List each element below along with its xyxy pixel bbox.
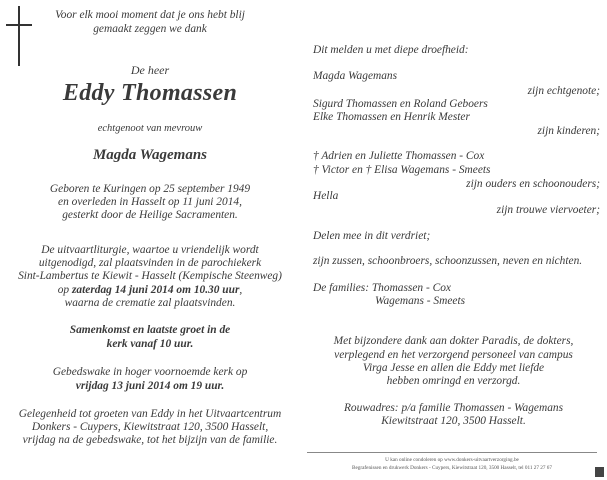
deceased-name: Eddy Thomassen — [62, 80, 238, 106]
intro-line: Dit melden u met diepe droefheid: — [313, 44, 469, 56]
funeral-line: waarna de crematie zal plaatsvinden. — [64, 297, 236, 309]
corner-mark-icon — [595, 467, 604, 477]
thanks-line: verplegend en het verzorgend personeel van campus — [334, 349, 573, 361]
wife-name: Magda Wagemans — [313, 70, 398, 82]
thanks-line: hebben omringd en verzorgd. — [386, 375, 521, 387]
address-line: Rouwadres: p/a familie Thomassen - Wagemans — [343, 402, 564, 414]
footer-line: U kan online condoleren op www.donkers-uitvaartverzorging.be — [385, 457, 519, 463]
bio-line: en overleden in Hasselt op 11 juni 2014, — [58, 196, 242, 208]
wife-role: zijn echtgenote; — [527, 85, 600, 97]
visit-line: vrijdag na de gebedswake, tot het bijzijn van de familie. — [22, 434, 278, 446]
funeral-date: zaterdag 14 juni 2014 om 10.30 uur — [71, 284, 240, 296]
quote-line: Voor elk mooi moment dat je ons hebt blij — [55, 9, 245, 21]
parent-line: † Victor en † Elisa Wagemans - Smeets — [313, 164, 491, 176]
children-role: zijn kinderen; — [537, 125, 600, 137]
funeral-line: uitgenodigd, zal plaatsvinden in de parochiekerk — [38, 257, 262, 269]
child-line: Sigurd Thomassen en Roland Geboers — [313, 98, 488, 110]
bio-line: Geboren te Kuringen op 25 september 1949 — [49, 183, 251, 195]
thanks-line: Virga Jesse en allen die Eddy met liefde — [362, 362, 545, 374]
funeral-date-line — [0, 284, 300, 297]
thanks-line: Met bijzondere dank aan dokter Paradis, de dokters, — [333, 335, 574, 347]
vigil-date: vrijdag 13 juni 2014 om 19 uur. — [75, 380, 225, 392]
child-line: Elke Thomassen en Henrik Mester — [313, 111, 470, 123]
dog-name: Hella — [313, 190, 339, 202]
parents-role: zijn ouders en schoonouders; — [466, 178, 600, 190]
spouse-name: Magda Wagemans — [92, 147, 208, 163]
families-line: De families: Thomassen - Cox — [313, 282, 451, 294]
spouse-intro: echtgenoot van mevrouw — [97, 123, 203, 134]
right-column — [300, 0, 607, 480]
dog-role: zijn trouwe viervoeter; — [496, 204, 600, 216]
left-column — [0, 0, 300, 480]
bio-line: gesterkt door de Heilige Sacramenten. — [62, 209, 238, 221]
funeral-date-suffix: , — [239, 284, 243, 296]
funeral-line: De uitvaartliturgie, waartoe u vriendelijk wordt — [41, 244, 259, 256]
footer-divider — [307, 452, 597, 453]
families-line: Wagemans - Smeets — [375, 295, 466, 307]
quote-line: gemaakt zeggen we dank — [93, 23, 207, 35]
address-line: Kiewitstraat 120, 3500 Hasselt. — [381, 415, 526, 427]
visit-line: Gelegenheid tot groeten van Eddy in het Uitvaartcentrum — [18, 408, 282, 420]
gathering-line: Samenkomst en laatste groet in de — [69, 324, 231, 336]
visit-line: Donkers - Cuypers, Kiewitstraat 120, 3500 Hasselt, — [31, 421, 269, 433]
salutation: De heer — [130, 63, 170, 77]
vigil-line: Gebedswake in hoger voornoemde kerk op — [52, 366, 248, 378]
parent-line: † Adrien en Juliette Thomassen - Cox — [313, 150, 485, 162]
funeral-line: Sint-Lambertus te Kiewit - Hasselt (Kempische Steenweg) — [18, 270, 282, 282]
share-line: Delen mee in dit verdriet; — [313, 230, 431, 242]
funeral-date-prefix: op — [57, 284, 72, 296]
gathering-line: kerk vanaf 10 uur. — [106, 338, 194, 350]
relatives-line: zijn zussen, schoonbroers, schoonzussen, neven en nichten. — [313, 255, 583, 267]
footer-line: Begrafenissen en drukwerk Donkers - Cuypers, Kiewitstraat 120, 3500 Hasselt, tel 011 27 27 67 — [352, 465, 552, 471]
